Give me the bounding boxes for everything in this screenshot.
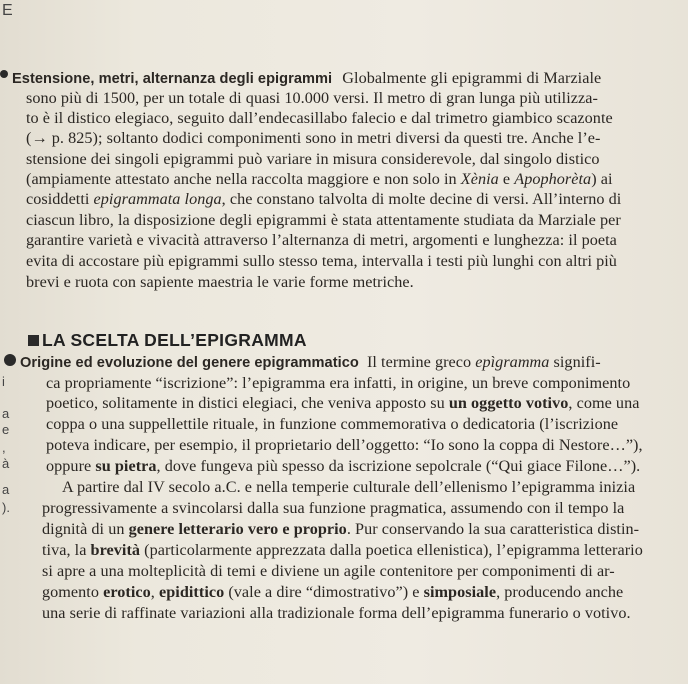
section2-line: tiva, la brevità (particolarmente apprezzata dalla poetica ellenistica), l’epigramma letterario	[42, 541, 643, 559]
margin-mark: ).	[2, 500, 10, 515]
margin-mark: a	[2, 406, 10, 421]
section1-line: sono più di 1500, per un totale di quasi 10.000 versi. Il metro di gran lunga più utilizza-	[26, 89, 598, 107]
section1-line: ciascun libro, la disposizione degli epigrammi è stata attentamente studiata da Marziale per	[26, 211, 621, 229]
section2-line: A partire dal IV secolo a.C. e nella temperie culturale dell’ellenismo l’epigramma inizia	[62, 478, 636, 496]
section1-line: brevi e ruota con sapiente maestria le varie forme metriche.	[26, 273, 414, 291]
section-bullet	[0, 70, 8, 78]
section2-line: poteva indicare, per esempio, il proprietario dell’oggetto: “Io sono la coppa di Nestore…”),	[46, 436, 643, 454]
section2-line: una serie di raffinate variazioni alla tradizionale forma dell’epigramma funerario o votivo.	[42, 604, 631, 622]
margin-mark: ,	[2, 440, 6, 455]
margin-mark: à	[2, 456, 10, 471]
heading-square-icon	[28, 335, 39, 346]
section1-line: cosiddetti epigrammata longa, che constano talvolta di molte decine di versi. All’interno di	[26, 190, 622, 208]
section2-line: ca propriamente “iscrizione”: l’epigramma era infatti, in origine, un breve componimento	[46, 374, 631, 392]
section-heading: LA SCELTA DELL’EPIGRAMMA	[42, 330, 307, 350]
section1-line: Estensione, metri, alternanza degli epigrammi Globalmente gli epigrammi di Marziale	[12, 69, 602, 87]
section2-line: gomento erotico, epidittico (vale a dire “dimostrativo”) e simposiale, producendo anche	[42, 583, 624, 601]
section1-title: Estensione, metri, alternanza degli epigrammi	[12, 71, 333, 87]
section2-line: si apre a una molteplicità di temi e diviene un agile contenitore per componimenti di ar-	[42, 562, 615, 580]
section2-line: coppa o una suppellettile rituale, in funzione commemorativa o dedicatoria (l’iscrizione	[46, 415, 619, 433]
section-bullet-icon	[4, 354, 16, 366]
section1-line: evita di accostare più epigrammi sullo stesso tema, intervalla i testi più lunghi con altri più	[26, 252, 617, 270]
section1-line: (ampiamente attestato anche nella raccolta maggiore e non solo in Xènia e Apophorèta) ai	[26, 170, 613, 188]
section2-line: dignità di un genere letterario vero e proprio. Pur conservando la sua caratteristica distin-	[42, 520, 640, 538]
margin-mark: i	[2, 374, 5, 389]
margin-mark: a	[2, 482, 10, 497]
section1-line: garantire varietà e vivacità attraverso l’alternanza di metri, argomenti e lunghezza: il poeta	[26, 231, 617, 249]
section1-line: (→ p. 825); soltanto dodici componimenti sono in metri diversi da questi tre. Anche l’e-	[26, 129, 601, 147]
margin-letter: E	[2, 2, 13, 19]
section1-line: stensione dei singoli epigrammi può variare in misura considerevole, dal singolo distico	[26, 150, 600, 168]
section1-line: to è il distico elegiaco, seguito dall’endecasillabo falecio e dal trimetro giambico scazonte	[26, 109, 613, 127]
section2-title: Origine ed evoluzione del genere epigrammatico	[20, 355, 359, 371]
section2-line: Origine ed evoluzione del genere epigrammatico Il termine greco epìgramma signifi-	[20, 353, 601, 371]
section2-line: progressivamente a svincolarsi dalla sua funzione pragmatica, assumendo con il tempo la	[42, 499, 625, 517]
section2-line: poetico, solitamente in distici elegiaci, che veniva apposto su un oggetto votivo, come una	[46, 394, 640, 412]
margin-mark: e	[2, 422, 10, 437]
section2-line: oppure su pietra, dove fungeva più spesso da iscrizione sepolcrale (“Qui giace Filone…”).	[46, 457, 641, 475]
